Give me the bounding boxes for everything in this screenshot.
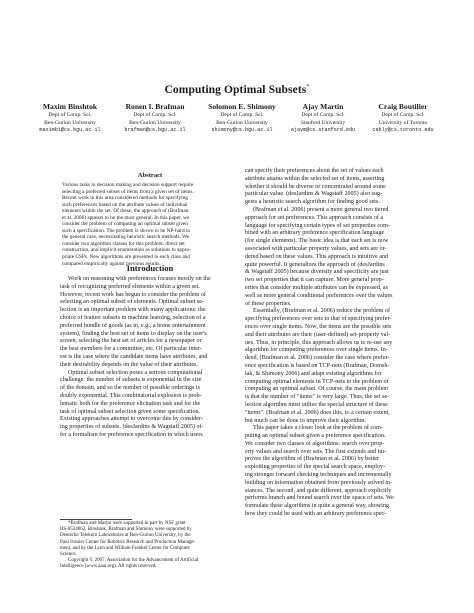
- text-line: algorithm for computing preferences over single items. In-: [245, 347, 388, 354]
- text-line: computing an optimal subset. Of course, the main problem: [245, 386, 389, 393]
- text-line: performs branch and bound search over the space of sets. We: [245, 495, 394, 502]
- text-line: Essentially, (Brafman et al. 2006) reduce the problem of: [253, 308, 391, 315]
- abstract-line: Recent work in this area considered methods for specifying: [62, 195, 188, 202]
- abstract-body: [62, 182, 238, 267]
- author-block: [112, 102, 198, 135]
- abstract-line: compared empirically against previous results.: [62, 260, 161, 267]
- text-line: bined with an arbitrary preference specification language: [245, 230, 385, 237]
- text-line: gests a heuristic search algorithm for finding good sets.: [245, 199, 380, 206]
- text-line: Optimal subset selection poses a serious computational: [68, 369, 203, 376]
- text-line: and their attributes are their (user-defined) set-property val-: [245, 331, 391, 338]
- author-dept: Dept of Comp. Sci.: [381, 112, 425, 118]
- text-line: is that the number of "items" is very large. Thus, the set se-: [245, 394, 390, 401]
- author-name: Ajay Martin: [302, 102, 344, 111]
- text-line: associated with particular property values, and sets are or-: [245, 245, 387, 252]
- text-line: but much can be done to improve their algorithm.: [245, 417, 366, 424]
- author-block: [28, 102, 112, 135]
- text-line: attribute attains within the selected set of items, asserting: [245, 175, 385, 182]
- footnote-line: Copyright © 2007, Association for the Advancement of Artificial: [68, 558, 199, 564]
- text-line: proves the algorithm of (Brafman et al. 2006) by better: [245, 456, 380, 463]
- text-line: deed, (Brafman et al. 2006) consider the case where prefer-: [245, 355, 390, 362]
- author-dept: Dept of Comp. Sci.: [48, 112, 92, 118]
- footnote-line: Paul Ivanier Center for Robotics Research and Production Manage-: [60, 539, 196, 545]
- abstract-line: selecting a preferred subset of items from a given set of items.: [62, 188, 194, 195]
- author-affiliation: Ben-Gurion University: [129, 119, 181, 126]
- text-line: erties that consider multiple attributes can be expressed, as: [245, 284, 388, 291]
- paper-title: [0, 84, 474, 96]
- footnote-line: Science.: [60, 552, 77, 558]
- text-line: task of recognizing preferred elements within a given set.: [60, 283, 200, 290]
- text-line: two set properties that it can capture. More general prop-: [245, 277, 384, 284]
- footnotes: [60, 521, 240, 571]
- author-affiliation: University of Toronto: [378, 119, 428, 126]
- text-line: quite powerful. It generalizes the approach of (desJardins: [245, 261, 385, 268]
- text-line: formulate these algorithms in quite a general way, showing: [245, 503, 389, 510]
- abstract-line: et al. 2006) appears to be the most general. In this paper, we: [62, 214, 190, 221]
- author-email: maximbi@cs.bgu.ac.il: [39, 127, 101, 134]
- text-line: (for single elements). The basic idea is that each set is now: [245, 238, 389, 245]
- footnote-line: Deutsche Telekom Laboratories at Ben-Gurion University, by the: [60, 533, 191, 539]
- abstract-line: consider two algorithm classes for this problem: direct set: [62, 240, 185, 247]
- abstract-line: elements within the set. Of these, the approach of (Brafman: [62, 208, 189, 215]
- text-line: This paper takes a closer look at the problem of com-: [253, 425, 383, 432]
- text-line: ences over single items. Now, the items are the possible sets: [245, 323, 392, 330]
- abstract-line: priate CSPs. New algorithms are presented in each class and: [62, 254, 190, 261]
- text-line: screen, selecting the best set of articles for a newspaper or: [60, 338, 202, 345]
- text-line: doubly exponential. This combinatorial explosion is prob-: [60, 392, 202, 399]
- author-affiliation: Ben-Gurion University: [44, 119, 96, 126]
- author-dept: Dept of Comp. Sci.: [220, 112, 264, 118]
- text-line: approach for set preferences. This approach consists of a: [245, 214, 384, 221]
- title-text: Computing Optimal Subsets: [164, 84, 307, 96]
- text-line: preferred bundle of goods (as in, e.g., a home entertainment: [60, 322, 206, 329]
- abstract-line: such preferences based on the attribute values of individual: [62, 201, 188, 208]
- text-line: & Wagstaff 2005) because diversity and specificity are just: [245, 269, 389, 276]
- text-line: lection is an important problem with many applications: the: [60, 307, 206, 314]
- author-block: [360, 102, 446, 135]
- right-column-text: [245, 168, 425, 519]
- title-footnote-mark: *: [306, 84, 310, 91]
- text-line: building on information obtained from previously solved in-: [245, 479, 393, 486]
- text-line: well as more general conditional preferences over the values: [245, 292, 393, 299]
- footnote-line: Intelligence (www.aaai.org). All rights reserved.: [60, 564, 157, 570]
- footnote-line: *Brafman and Martin were supported in part by NSF grant: [68, 521, 186, 526]
- text-line: (Brafman et al. 2006) present a more general two tiered: [253, 206, 389, 213]
- author-name: Craig Boutilier: [378, 102, 428, 111]
- text-line: lection algorithm must utilize the special structure of these: [245, 401, 388, 408]
- text-line: dered based on these values. This approach is intuitive and: [245, 253, 389, 260]
- abstract-line: such a specification. The problem is shown to be NP-hard in: [62, 227, 191, 234]
- text-line: selecting an optimal subset of elements. Optimal subset se-: [60, 299, 205, 306]
- footnote-line: IIS-0534662, Binshtok, Brafman and Shimony were supported by: [60, 527, 192, 533]
- text-line: choice of feature subsets in machine learning, selection of a: [60, 314, 206, 321]
- text-line: puting an optimal subset given a preference specification.: [245, 433, 386, 440]
- text-line: We consider two classes of algorithms: search over prop-: [245, 440, 385, 447]
- author-name: Ronen I. Brafman: [125, 102, 185, 111]
- author-email: shimony@cs.bgu.ac.il: [211, 127, 273, 134]
- author-affiliation: Stanford University: [300, 119, 346, 126]
- text-line: of the domain, and so the number of possible orderings is: [60, 385, 200, 392]
- text-line: task of optimal subset selection given some specification.: [60, 408, 201, 415]
- text-line: est is the case where the candidate items have attributes, and: [60, 353, 208, 360]
- text-line: computing optimal elements in TCP-nets to the problem of: [245, 378, 389, 385]
- author-block: [286, 102, 360, 135]
- author-name: Maxim Binshtok: [42, 102, 98, 111]
- text-line: of these properties.: [245, 300, 292, 307]
- abstract-line: the general case, necessitating heuristic search methods. We: [62, 234, 189, 241]
- text-line: exploiting properties of the special search space, employ-: [245, 464, 386, 471]
- author-block: [198, 102, 286, 135]
- author-affiliation: Ben-Gurion University: [216, 119, 268, 126]
- text-line: fer a formalism for preference specification in which users: [60, 431, 203, 438]
- text-line: Work on reasoning with preferences focuses mostly on the: [68, 276, 211, 282]
- text-line: ing properties of subsets. (desJardins & Wagstaff 2005) of-: [60, 424, 204, 431]
- text-line: ing stronger forward checking techniques and incrementally: [245, 472, 392, 479]
- text-line: challenge: the number of subsets is exponential in the size: [60, 377, 202, 384]
- author-dept: Dept of Comp. Sci.: [301, 112, 345, 118]
- text-line: lak, & Shimony 2006) and adapt existing algorithms for: [245, 370, 382, 377]
- author-email: brafman@cs.bgu.ac.il: [124, 127, 186, 134]
- text-line: lematic both for the preference elicitation task and for the: [60, 400, 201, 407]
- text-line: can specify their preferences about the set of values each: [245, 168, 384, 174]
- text-line: ues. Thus, in principle, this approach allows us to re-use any: [245, 339, 393, 346]
- text-line: the best members for a committee, etc. Of particular inter-: [60, 346, 202, 353]
- abstract-heading: Abstract: [137, 172, 163, 179]
- text-line: Existing approaches attempt to overcome this by consider-: [60, 416, 203, 423]
- abstract-line: construction, and implicit enumeration as solutions to appro-: [62, 247, 191, 254]
- text-line: particular value. (desJardins & Wagstaff 2005) also sug-: [245, 191, 383, 198]
- author-email: cebly@cs.toronto.edu: [372, 127, 434, 134]
- author-email: ajaym@cs.stanford.edu: [290, 127, 356, 134]
- section-heading-introduction: Introduction: [126, 263, 174, 273]
- text-line: ence specification is based on TCP-nets (Brafman, Domsh-: [245, 362, 390, 369]
- text-line: "items". (Brafman et al. 2006) does this, to a certain extent,: [245, 409, 390, 416]
- author-name: Solomon E. Shimony: [208, 102, 276, 111]
- text-line: their desirability depends on the value of their attributes.: [60, 361, 198, 368]
- abstract-line: Various tasks in decision making and decision support require: [62, 182, 194, 188]
- text-line: erty values and search over sets. The first extends and im-: [245, 448, 387, 455]
- footnote-line: ment, and by the Lynn and William Frankel Center for Computer: [60, 545, 191, 551]
- text-line: how they could be used with an arbitrary preference spec-: [245, 511, 387, 518]
- text-line: system), finding the best set of items to display on the user's: [60, 330, 207, 337]
- footnote-rule: [60, 519, 132, 520]
- left-column-text: [60, 276, 240, 440]
- abstract-line: consider the problem of computing an optimal subset given: [62, 221, 188, 228]
- text-line: language for specifying certain types of set properties com-: [245, 222, 390, 229]
- text-line: specifying preferences over sets to that of specifying prefer-: [245, 316, 392, 323]
- text-line: stances. The second, and quite different, approach explicitly: [245, 487, 392, 494]
- text-line: However, recent work has begun to consider the problem of: [60, 291, 206, 298]
- text-line: whether it should be diverse or concentrated around some: [245, 183, 386, 190]
- author-dept: Dept of Comp. Sci.: [133, 112, 177, 118]
